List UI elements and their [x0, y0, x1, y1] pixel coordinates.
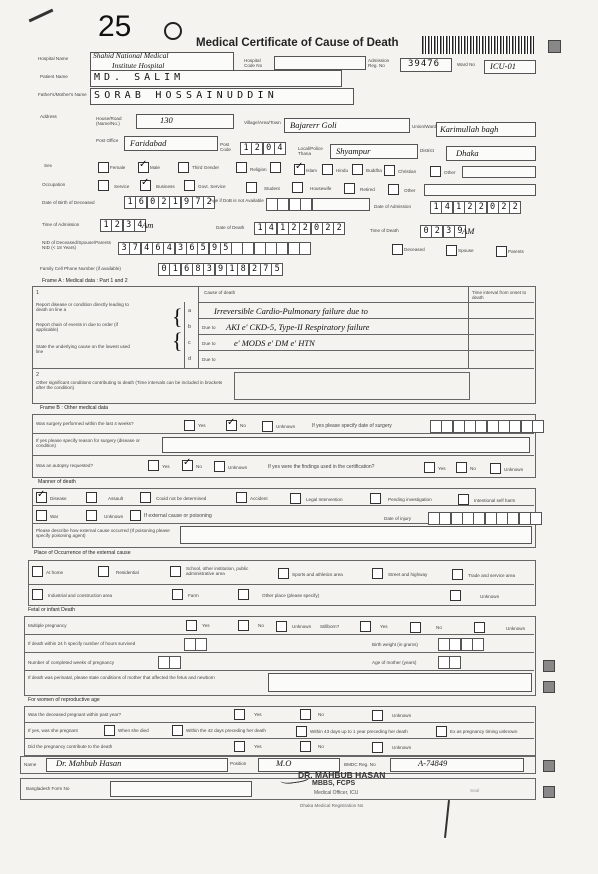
- due-to-c: Due to: [202, 341, 216, 346]
- admission-reg-label: Admission Reg. No: [368, 58, 390, 69]
- nid-grid[interactable]: 3 7 4 6 4 3 6 5 9 5: [118, 242, 310, 255]
- religion-blank-checkbox[interactable]: [270, 162, 281, 173]
- post-office-label: Post Office: [96, 138, 119, 143]
- barcode: [422, 36, 534, 54]
- religion-label: Religion: [250, 167, 267, 172]
- form-no-field[interactable]: [110, 781, 252, 797]
- findings-unknown-checkbox[interactable]: [490, 463, 501, 474]
- dob-digit: 0: [147, 196, 159, 209]
- interval-header: Time interval from onset to death: [472, 290, 527, 301]
- signer-position-value: M.O: [276, 758, 292, 768]
- signer-name-label: Name: [24, 762, 37, 767]
- serial-circle-icon: [164, 22, 182, 40]
- due-to-b: Due to: [202, 325, 216, 330]
- serial-number: 25: [98, 10, 132, 43]
- sex-third-label: Third Gender: [192, 165, 220, 170]
- sex-third-checkbox[interactable]: [178, 162, 189, 173]
- fetal-heading: Fetal or infant Death: [28, 607, 76, 613]
- nid-spouse-checkbox[interactable]: [446, 245, 457, 256]
- surgery-no-checkbox[interactable]: [226, 420, 237, 431]
- age-extra-field[interactable]: [312, 198, 370, 211]
- post-code-digit: 0: [263, 142, 275, 155]
- multiple-unknown-checkbox[interactable]: [276, 621, 287, 632]
- house-value: 130: [160, 115, 173, 125]
- nid-deceased-checkbox[interactable]: [392, 244, 403, 255]
- local-police-value: Shyampur: [336, 146, 371, 156]
- frame-a-heading: Frame A : Medical data : Part 1 and 2: [42, 278, 128, 284]
- surgery-yes-checkbox[interactable]: [184, 420, 195, 431]
- manner-war-checkbox[interactable]: [36, 510, 47, 521]
- when-unknown-checkbox[interactable]: [436, 726, 447, 737]
- contribute-unknown-checkbox[interactable]: [372, 742, 383, 753]
- phone-label: Family Cell Phone Number (if available): [40, 266, 121, 271]
- occ-housewife-label: Housewife: [310, 186, 332, 191]
- union-label: Union/Ward: [412, 124, 437, 129]
- occ-retired-checkbox[interactable]: [344, 183, 355, 194]
- local-police-label: Local/Police Thana: [298, 146, 323, 157]
- when-1year-checkbox[interactable]: [296, 726, 307, 737]
- place-industrial-checkbox[interactable]: [32, 589, 43, 600]
- form-no-row: [20, 778, 536, 800]
- bracket-icon: {: [172, 328, 183, 353]
- pen-mark: [29, 9, 54, 23]
- frame-a-col1: 1: [36, 290, 40, 296]
- surgery-question: Was surgery performed within the last 4 weeks?: [36, 421, 134, 426]
- house-label: House/Road (Name/No.): [96, 116, 122, 127]
- religion-hindu-checkbox[interactable]: [322, 164, 333, 175]
- bmdc-field[interactable]: [390, 758, 524, 772]
- cause-letter-c: c: [188, 340, 191, 346]
- death-time-label: Time of Death: [370, 228, 399, 233]
- admission-time-label: Time of Admission: [42, 222, 80, 227]
- when-died-checkbox[interactable]: [104, 725, 115, 736]
- part2-label: Other significant conditions contributing to death (Time intervals can be included in brackets after the condition): [36, 380, 223, 391]
- injury-date-grid[interactable]: [428, 512, 541, 525]
- manner-undetermined-checkbox[interactable]: [140, 492, 151, 503]
- multiple-no-checkbox[interactable]: [238, 620, 249, 631]
- occ-business-checkbox[interactable]: [140, 180, 151, 191]
- perinatal-field[interactable]: [268, 673, 532, 692]
- footer-registration-label: Dhaka Medical Registration No: [300, 803, 364, 808]
- village-label: Village/Area/Town: [244, 120, 281, 125]
- cause-line-b: AKI e' CKD-5, Type-II Respiratory failure: [226, 322, 370, 332]
- admission-time-grid[interactable]: 1 2 3 4: [100, 219, 145, 232]
- stamp-line-3: Medical Officer, ICU: [314, 790, 359, 796]
- autopsy-no-checkbox[interactable]: [182, 460, 193, 471]
- signer-name-value: Dr. Mahbub Hasan: [56, 758, 122, 768]
- place-home-checkbox[interactable]: [32, 566, 43, 577]
- sex-female-label: Female: [110, 165, 126, 170]
- multiple-pregnancy-label: Multiple pregnancy: [28, 623, 67, 628]
- occ-housewife-checkbox[interactable]: [292, 182, 303, 193]
- surgery-reason-field[interactable]: [162, 437, 530, 453]
- religion-other-checkbox[interactable]: [430, 166, 441, 177]
- occ-business-label: Business: [156, 184, 175, 189]
- injury-date-label: Date of injury: [384, 516, 412, 521]
- pregnant-when-question: If yes, was she pregnant: [28, 728, 78, 733]
- dob-digit: 1: [169, 196, 181, 209]
- side-marker: [543, 786, 555, 798]
- form-no-label: Bangladesh Form No: [26, 786, 70, 791]
- side-marker: [543, 660, 555, 672]
- dob-digit: 7: [192, 196, 204, 209]
- occ-other-label: Other: [404, 188, 416, 193]
- occ-student-checkbox[interactable]: [246, 182, 257, 193]
- ward-value: ICU-01: [490, 61, 516, 71]
- pregnant-yes-checkbox[interactable]: [234, 709, 245, 720]
- hospital-code-field[interactable]: [274, 56, 366, 70]
- perinatal-label: If death was perinatal, please state conditions of mother that affected the fetus and newborn: [28, 675, 215, 680]
- occ-retired-label: Retired: [360, 187, 375, 192]
- autopsy-yes-checkbox[interactable]: [148, 460, 159, 471]
- birth-weight-grid[interactable]: [438, 638, 483, 651]
- external-describe-label: Please describe how external cause occurred (If poisoning please specify poisoning agent): [36, 528, 170, 539]
- manner-external-checkbox[interactable]: [130, 510, 141, 521]
- surgery-date-grid[interactable]: [430, 420, 543, 433]
- religion-islam-label: Islam: [306, 168, 317, 173]
- stillborn-label: Stillborn?: [320, 624, 340, 629]
- ward-label: Ward No: [457, 62, 475, 67]
- nid-spouse-label: Spouse: [458, 248, 474, 253]
- frame-a-desc-1: Report disease or condition directly leading to death on line a: [36, 302, 129, 313]
- bracket-icon: {: [172, 304, 183, 329]
- corner-marker: [548, 40, 561, 53]
- hospital-name-value-2: Institute Hospital: [112, 61, 165, 70]
- religion-islam-checkbox[interactable]: [294, 164, 305, 175]
- external-cause-label: If external cause or poisoning: [144, 513, 212, 519]
- manner-heading: Manner of death: [38, 479, 76, 485]
- father-mother-value: SORAB HOSSAINUDDIN: [94, 90, 278, 101]
- hours-survived-grid[interactable]: [184, 638, 207, 651]
- side-marker: [543, 760, 555, 772]
- findings-yes-checkbox[interactable]: [424, 462, 435, 473]
- occ-govt-checkbox[interactable]: [184, 180, 195, 191]
- occ-other-checkbox[interactable]: [388, 184, 399, 195]
- pen-stroke: [444, 800, 450, 838]
- sex-female-checkbox[interactable]: [98, 162, 109, 173]
- cause-line-a: Irreversible Cardio-Pulmonary failure due to: [214, 306, 368, 316]
- bmdc-value: A-74849: [418, 758, 448, 768]
- cause-line-c: e' MODS e' DM e' HTN: [234, 338, 315, 348]
- birth-weight-label: Birth weight (in grams): [372, 642, 418, 647]
- village-value: Bajarerr Goli: [290, 120, 337, 130]
- cause-letter-a: a: [188, 308, 192, 314]
- when-42days-checkbox[interactable]: [172, 725, 183, 736]
- part2-number: 2: [36, 372, 40, 378]
- religion-christian-label: Christian: [398, 169, 417, 174]
- manner-unknown-checkbox[interactable]: [86, 510, 97, 521]
- cause-letter-d: d: [188, 356, 192, 362]
- contribute-no-checkbox[interactable]: [300, 741, 311, 752]
- occ-service-checkbox[interactable]: [98, 180, 109, 191]
- religion-christian-checkbox[interactable]: [384, 165, 395, 176]
- signer-position-label: Position: [230, 761, 247, 766]
- frame-a-desc-3: State the underlying cause on the lowest used line: [36, 344, 130, 355]
- sex-male-checkbox[interactable]: [138, 162, 149, 173]
- surgery-unknown-checkbox[interactable]: [262, 421, 273, 432]
- patient-name-label: Patient Name: [40, 74, 68, 79]
- hours-survived-label: If death within 24 h specify number of hours survived: [28, 641, 136, 646]
- manner-assault-checkbox[interactable]: [86, 492, 97, 503]
- contribute-yes-checkbox[interactable]: [234, 741, 245, 752]
- part2-field[interactable]: [234, 372, 470, 400]
- occ-service-label: Service: [114, 184, 130, 189]
- dob-digit: 2: [158, 196, 170, 209]
- phone-grid[interactable]: 0 1 6 8 3 9 1 8 2 7 5: [158, 263, 282, 276]
- stillborn-unknown-checkbox[interactable]: [474, 622, 485, 633]
- admission-reg-value: 39476: [408, 59, 441, 69]
- place-trade-checkbox[interactable]: [452, 569, 463, 580]
- women-heading: For women of reproductive age: [28, 697, 100, 703]
- frame-a-desc-2: Report chain of events in due to order (if applicable): [36, 322, 118, 333]
- religion-other-label: Other: [444, 170, 456, 175]
- post-code-digit: 4: [274, 142, 286, 155]
- mother-age-grid[interactable]: [438, 656, 461, 669]
- multiple-yes-checkbox[interactable]: [186, 620, 197, 631]
- post-code-label: Post Code: [220, 142, 231, 153]
- nid-label: NID of Deceased/Spouse/Parents NID (< 18 Years): [42, 240, 111, 251]
- page-title: Medical Certificate of Cause of Death: [196, 37, 399, 49]
- district-value: Dhaka: [456, 148, 479, 158]
- place-residential-checkbox[interactable]: [98, 566, 109, 577]
- nid-parents-checkbox[interactable]: [496, 246, 507, 257]
- place-school-checkbox[interactable]: [170, 566, 181, 577]
- external-describe-field[interactable]: [180, 526, 532, 544]
- manner-selfharm-checkbox[interactable]: [458, 494, 469, 505]
- dob-label: Date of Birth of Deceased: [42, 200, 95, 205]
- bmdc-label: BMDC Reg. No: [344, 762, 376, 767]
- manner-pending-checkbox[interactable]: [370, 493, 381, 504]
- admission-time-ampm: Am: [142, 220, 154, 230]
- age-grid[interactable]: [266, 198, 311, 211]
- dob-grid[interactable]: [124, 196, 215, 209]
- surgery-date-question: If yes please specify date of surgery: [312, 423, 392, 429]
- nid-parents-label: Parents: [508, 249, 524, 254]
- post-office-value: Faridabad: [130, 138, 167, 148]
- death-date-grid[interactable]: 1 4 1 2 2 0 2 2: [254, 222, 345, 235]
- manner-disease-checkbox[interactable]: [36, 492, 47, 503]
- union-value: Karimullah bagh: [440, 124, 499, 134]
- findings-no-checkbox[interactable]: [456, 462, 467, 473]
- cause-letter-b: b: [188, 324, 192, 330]
- pregnant-question: Was the deceased pregnant within past year?: [28, 712, 122, 717]
- district-label: District: [420, 148, 435, 153]
- house-field[interactable]: [136, 114, 234, 129]
- place-street-checkbox[interactable]: [372, 568, 383, 579]
- stamp-line-1: DR. MAHBUB HASAN: [298, 770, 386, 780]
- contribute-question: Did the pregnancy contribute to the death: [28, 744, 113, 749]
- sex-male-label: Male: [150, 165, 160, 170]
- pregnant-no-checkbox[interactable]: [300, 709, 311, 720]
- due-to-d: Due to: [202, 357, 216, 362]
- weeks-grid[interactable]: [158, 656, 181, 669]
- sex-label: Sex: [44, 163, 52, 168]
- weeks-label: Number of completed weeks of pregnancy: [28, 660, 115, 665]
- mother-age-label: Age of mother (years): [372, 660, 417, 665]
- hospital-code-label: Hospital Code No: [244, 58, 263, 69]
- hospital-name-label: Hospital Name: [38, 56, 69, 61]
- frame-b-heading: Frame B : Other medical data: [40, 405, 109, 411]
- religion-checkbox[interactable]: [236, 162, 247, 173]
- place-other-checkbox[interactable]: [238, 589, 249, 600]
- place-sports-checkbox[interactable]: [278, 568, 289, 579]
- dob-digit: 1: [124, 196, 136, 209]
- place-farm-checkbox[interactable]: [172, 589, 183, 600]
- place-heading: Place of Occurrence of the external cause: [34, 550, 131, 556]
- religion-buddha-label: Buddha: [366, 168, 382, 173]
- manner-accident-checkbox[interactable]: [236, 492, 247, 503]
- pregnant-unknown-checkbox[interactable]: [372, 710, 383, 721]
- religion-hindu-label: Hindu: [336, 168, 349, 173]
- dob-digit: 6: [135, 196, 147, 209]
- dob-digit: 2: [203, 196, 215, 209]
- nid-deceased-label: Deceased: [404, 247, 425, 252]
- occupation-label: Occupation: [42, 182, 66, 187]
- side-marker: [543, 681, 555, 693]
- religion-other-field[interactable]: [462, 166, 536, 178]
- father-mother-label: Father's/Mother's Name: [38, 92, 87, 97]
- religion-buddha-checkbox[interactable]: [352, 164, 363, 175]
- cause-of-death-header: Cause of death: [204, 290, 236, 295]
- death-date-label: Date of Death: [216, 225, 245, 230]
- hospital-name-value: Shahid National Medical: [93, 51, 169, 60]
- post-code-grid[interactable]: [240, 142, 285, 155]
- post-code-digit: 2: [251, 142, 263, 155]
- age-label: Age if DoB is not Available: [210, 198, 264, 203]
- stillborn-no-checkbox[interactable]: [410, 622, 421, 633]
- surgery-reason-question: If yes please specify reason for surgery (disease or condition): [36, 438, 140, 449]
- dob-digit: 9: [181, 196, 193, 209]
- occ-govt-label: Govt. Service: [198, 184, 226, 189]
- place-unknown-checkbox[interactable]: [450, 590, 461, 601]
- occ-other-field[interactable]: [424, 184, 536, 196]
- post-code-digit: 1: [240, 142, 252, 155]
- admission-date-grid[interactable]: 1 4 1 2 2 0 2 2: [430, 201, 521, 214]
- autopsy-findings-question: If yes were the findings used in the certification?: [268, 464, 375, 470]
- death-time-ampm: AM: [462, 226, 475, 236]
- stamp-line-2: MBBS, FCPS: [312, 780, 356, 787]
- manner-legal-checkbox[interactable]: [290, 493, 301, 504]
- occ-student-label: Student: [264, 186, 280, 191]
- address-label: Address: [40, 114, 57, 119]
- admission-date-label: Date of Admission: [374, 204, 412, 209]
- stillborn-yes-checkbox[interactable]: [360, 621, 371, 632]
- autopsy-unknown-checkbox[interactable]: [214, 461, 225, 472]
- patient-name-value: MD. SALIM: [94, 72, 185, 83]
- death-time-grid[interactable]: 0 2 3 9: [420, 225, 465, 238]
- seal-label: Seal: [470, 788, 480, 793]
- autopsy-question: Was an autopsy requested?: [36, 463, 94, 468]
